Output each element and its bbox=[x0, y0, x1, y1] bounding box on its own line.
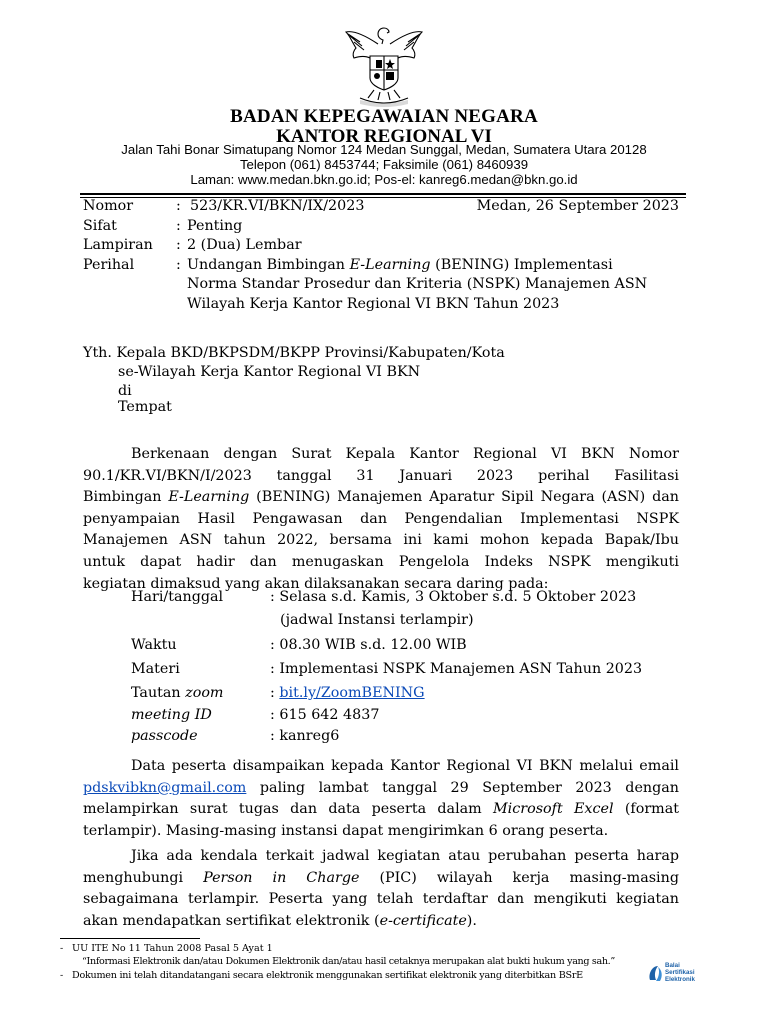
waktu-label: Waktu bbox=[131, 637, 177, 653]
waktu-value: : 08.30 WIB s.d. 12.00 WIB bbox=[270, 637, 467, 653]
hari-label: Hari/tanggal bbox=[131, 589, 224, 605]
letter-date: Medan, 26 September 2023 bbox=[476, 198, 679, 214]
office-phone: Telepon (061) 8453744; Faksimile (061) 8460939 bbox=[239, 157, 529, 172]
passcode-label: passcode bbox=[131, 728, 198, 744]
paragraph-email: Data peserta disampaikan kepada Kantor Regional VI BKN melalui email pdskvibkn@gmail.com paling lambat tanggal 29 September 2023 dengan melampirkan surat tugas dan data peserta dalam Microsoft Excel (format terlampir). Masing-masing instansi dapat mengirimkan 6 orang peserta. bbox=[83, 758, 679, 839]
materi-value: : Implementasi NSPK Manajemen ASN Tahun 2023 bbox=[270, 661, 643, 677]
sifat-value: Penting bbox=[187, 218, 243, 234]
paragraph-intro: Berkenaan dengan Surat Kepala Kantor Regional VI BKN Nomor 90.1/KR.VI/BKN/I/2023 tanggal 31 Januari 2023 perihal Fasilitasi Bimbingan E-Learning (BENING) Manajemen Aparatur Sipil Negara (ASN) dan penyampaian Hasil Pengawasan dan Pengendalian Implementasi NSPK Manajemen ASN tahun 2022, bersama ini kami mohon kepada Bapak/Ibu untuk dapat hadir dan menugaskan Pengelola Indeks NSPK mengikuti kegiatan dimaksud yang akan dilaksanakan secara daring pada: bbox=[83, 446, 679, 592]
footer-rule bbox=[60, 938, 200, 939]
footer-law-ref: UU ITE No 11 Tahun 2008 Pasal 5 Ayat 1 bbox=[72, 943, 273, 954]
office-web: Laman: www.medan.bkn.go.id; Pos-el: kanreg6.medan@bkn.go.id bbox=[190, 172, 578, 187]
zoom-link[interactable]: bit.ly/ZoomBENING bbox=[279, 685, 425, 701]
passcode-value: : kanreg6 bbox=[270, 728, 340, 744]
office-address: Jalan Tahi Bonar Simatupang Nomor 124 Medan Sunggal, Medan, Sumatera Utara 20128 bbox=[121, 142, 647, 157]
perihal-colon: : bbox=[176, 257, 181, 273]
footer-quote: “Informasi Elektronik dan/atau Dokumen Elektronik dan/atau hasil cetaknya merupakan alat bukti hukum yang sah.” bbox=[82, 956, 615, 967]
tautan-row: : bit.ly/ZoomBENING bbox=[270, 685, 425, 701]
recipient-line-1: Yth. Kepala BKD/BKPSDM/BKPP Provinsi/Kabupaten/Kota bbox=[83, 345, 505, 361]
bsre-logo-text: Balai Sertifikasi Elektronik bbox=[665, 962, 695, 983]
perihal-label: Perihal bbox=[83, 257, 135, 273]
nomor-value: 523/KR.VI/BKN/IX/2023 bbox=[190, 198, 365, 214]
materi-label: Materi bbox=[131, 661, 180, 677]
tautan-label: Tautan zoom bbox=[131, 685, 224, 701]
sifat-label: Sifat bbox=[83, 218, 117, 234]
email-link[interactable]: pdskvibkn@gmail.com bbox=[83, 779, 247, 796]
footer-esign-note: Dokumen ini telah ditandatangani secara elektronik menggunakan sertifikat elektronik yang diterbitkan BSrE bbox=[72, 970, 583, 981]
footer-dash-1: - bbox=[60, 943, 64, 954]
agency-name: BADAN KEPEGAWAIAN NEGARA bbox=[230, 106, 538, 127]
recipient-line-4: Tempat bbox=[118, 399, 172, 415]
lampiran-value: 2 (Dua) Lembar bbox=[187, 237, 302, 253]
footer-dash-2: - bbox=[60, 970, 64, 981]
hari-value: : Selasa s.d. Kamis, 3 Oktober s.d. 5 Oktober 2023 bbox=[270, 589, 637, 605]
lampiran-colon: : bbox=[176, 237, 181, 253]
sifat-colon: : bbox=[176, 218, 181, 234]
perihal-line-2: Norma Standar Prosedur dan Kriteria (NSPK) Manajemen ASN bbox=[187, 276, 648, 292]
nomor-label: Nomor bbox=[83, 198, 134, 214]
letterhead-rule-thick bbox=[80, 193, 686, 195]
meeting-id-label: meeting ID bbox=[131, 707, 212, 723]
recipient-line-3: di bbox=[118, 383, 132, 399]
perihal-line-3: Wilayah Kerja Kantor Regional VI BKN Tahun 2023 bbox=[187, 296, 560, 312]
garuda-emblem-icon bbox=[340, 22, 428, 108]
meeting-id-value: : 615 642 4837 bbox=[270, 707, 380, 723]
hari-note: (jadwal Instansi terlampir) bbox=[280, 612, 474, 628]
office-name: KANTOR REGIONAL VI bbox=[276, 126, 492, 147]
paragraph-contact: Jika ada kendala terkait jadwal kegiatan atau perubahan peserta harap menghubungi Person in Charge (PIC) wilayah kerja masing-masing sebagaimana terlampir. Peserta yang telah terdaftar dan mengikuti kegiatan akan mendapatkan sertifikat elektronik (e-certificate). bbox=[83, 848, 679, 929]
recipient-line-2: se-Wilayah Kerja Kantor Regional VI BKN bbox=[118, 364, 421, 380]
nomor-colon: : bbox=[176, 198, 181, 214]
lampiran-label: Lampiran bbox=[83, 237, 153, 253]
perihal-line-1: Undangan Bimbingan E-Learning (BENING) Implementasi bbox=[187, 257, 613, 273]
